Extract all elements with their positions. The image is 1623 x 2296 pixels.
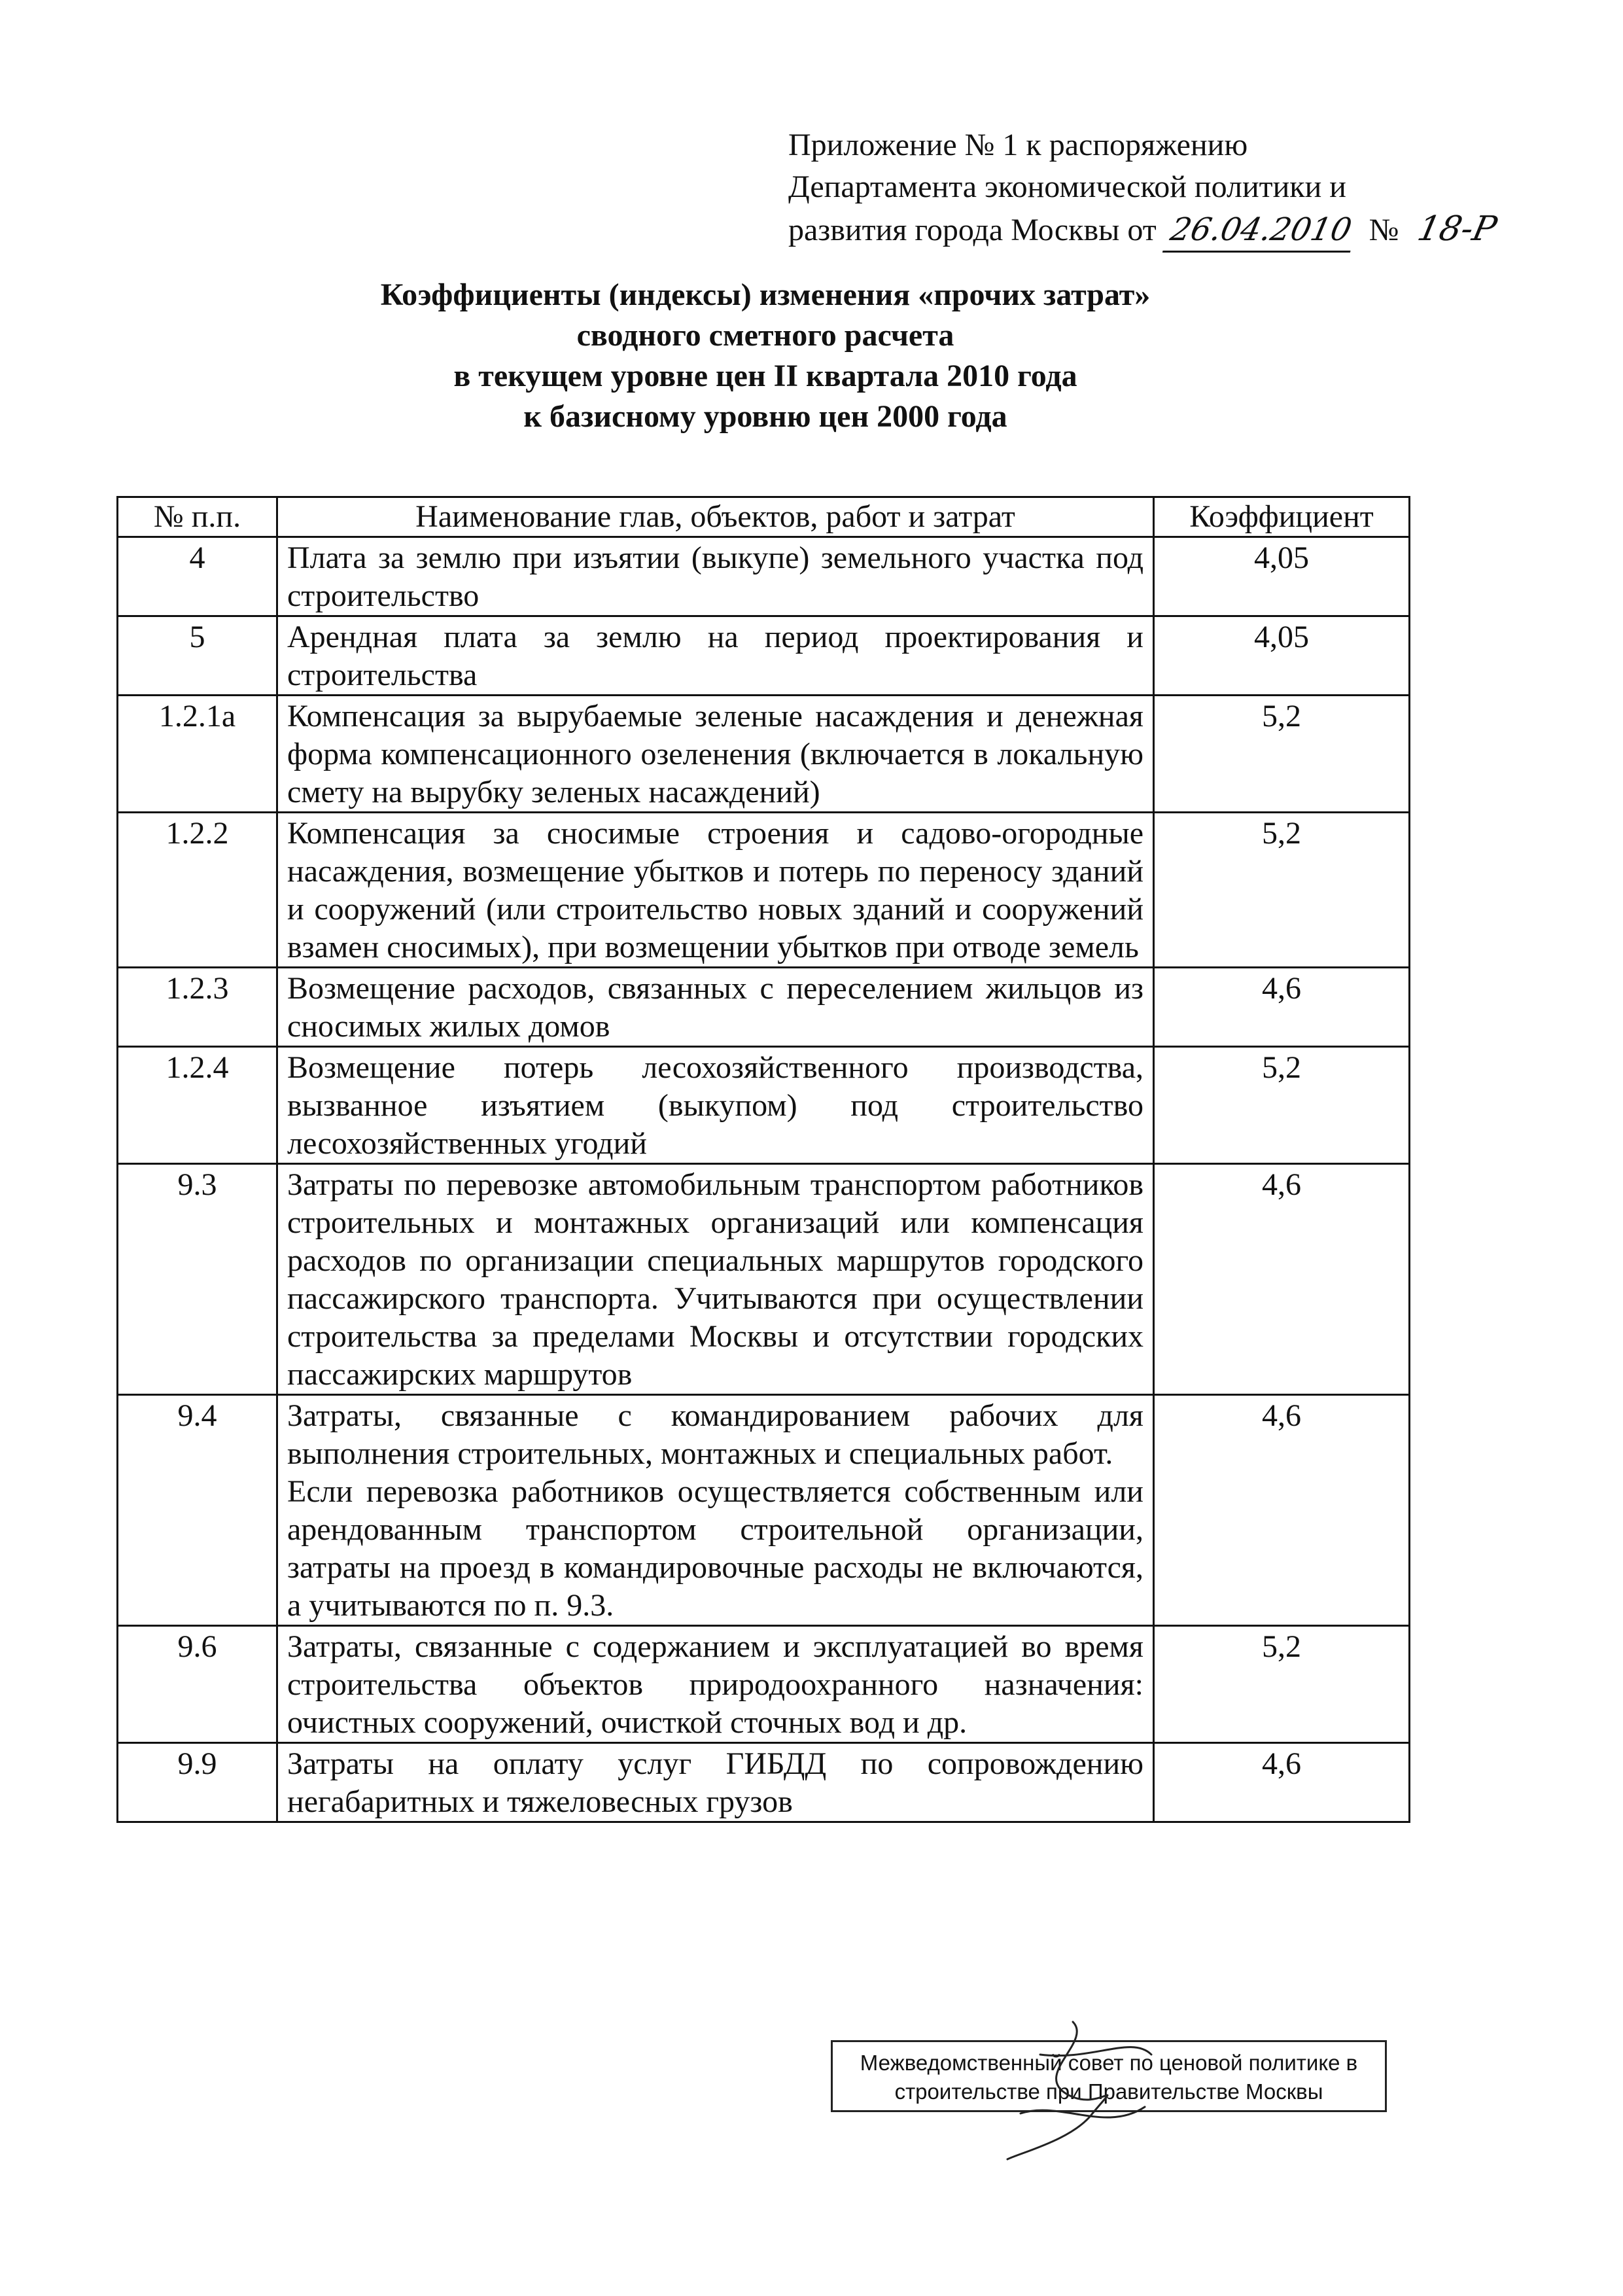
stamp-line-1: Межведомственный совет по ценовой политике в bbox=[860, 2051, 1358, 2075]
row-name: Затраты, связанные с содержанием и эксплуатацией во время строительства объектов природоохранного назначения: очистных сооружений, очисткой сточных вод и др. bbox=[277, 1626, 1154, 1743]
table-row bbox=[118, 696, 1410, 813]
row-name: Плата за землю при изъятии (выкупе) земельного участка под строительство bbox=[277, 537, 1154, 616]
row-name-part-2: Если перевозка работников осуществляется собственным или арендованным транспортом строительной организации, затраты на проезд в командировочные расходы не включаются, а учитываются по п. 9.3. bbox=[287, 1474, 1143, 1623]
annex-line-2: Департамента экономической политики и bbox=[788, 169, 1346, 204]
row-number: 4 bbox=[118, 537, 277, 616]
row-coefficient: 5,2 bbox=[1154, 1626, 1410, 1743]
row-name: Возмещение расходов, связанных с переселением жильцов из сносимых жилых домов bbox=[277, 968, 1154, 1047]
annex-line-3-prefix: развития города Москвы от bbox=[788, 213, 1157, 247]
council-stamp bbox=[831, 2040, 1387, 2112]
row-number: 1.2.1а bbox=[118, 696, 277, 813]
handwritten-number: 18-Р bbox=[1414, 209, 1501, 249]
table-row bbox=[118, 1047, 1410, 1164]
stamp-line-2: строительстве при Правительстве Москвы bbox=[894, 2079, 1323, 2104]
row-number: 9.3 bbox=[118, 1164, 277, 1395]
row-number: 1.2.4 bbox=[118, 1047, 277, 1164]
header-number: № п.п. bbox=[118, 497, 277, 537]
row-coefficient: 4,05 bbox=[1154, 537, 1410, 616]
annex-header bbox=[788, 124, 1541, 253]
table-row bbox=[118, 813, 1410, 968]
table-row bbox=[118, 616, 1410, 696]
row-name: Возмещение потерь лесохозяйственного производства, вызванное изъятием (выкупом) под строительство лесохозяйственных угодий bbox=[277, 1047, 1154, 1164]
document-title bbox=[0, 275, 1531, 437]
row-coefficient: 5,2 bbox=[1154, 1047, 1410, 1164]
row-name: Затраты по перевозке автомобильным транспортом работников строительных и монтажных организаций или компенсация расходов по организации специальных маршрутов городского пассажирского транспорта. Учитываются при осуществлении строительства за пределами Москвы и отсутствии городских пассажирских маршрутов bbox=[277, 1164, 1154, 1395]
title-line-1: Коэффициенты (индексы) изменения «прочих затрат» bbox=[380, 277, 1151, 312]
row-coefficient: 4,6 bbox=[1154, 1395, 1410, 1626]
table-row bbox=[118, 537, 1410, 616]
table-row bbox=[118, 968, 1410, 1047]
title-line-2: сводного сметного расчета bbox=[576, 318, 954, 353]
row-name: Арендная плата за землю на период проектирования и строительства bbox=[277, 616, 1154, 696]
row-number: 5 bbox=[118, 616, 277, 696]
header-name: Наименование глав, объектов, работ и затрат bbox=[277, 497, 1154, 537]
coefficients-table bbox=[116, 496, 1410, 1823]
row-coefficient: 5,2 bbox=[1154, 813, 1410, 968]
row-name: Затраты на оплату услуг ГИБДД по сопровождению негабаритных и тяжеловесных грузов bbox=[277, 1743, 1154, 1822]
row-number: 9.6 bbox=[118, 1626, 277, 1743]
row-number: 9.9 bbox=[118, 1743, 277, 1822]
row-number: 1.2.2 bbox=[118, 813, 277, 968]
row-coefficient: 4,05 bbox=[1154, 616, 1410, 696]
row-name: Компенсация за сносимые строения и садово-огородные насаждения, возмещение убытков и потерь по переносу зданий и сооружений (или строительство новых зданий и сооружений взамен сносимых), при возмещении убытков при отводе земель bbox=[277, 813, 1154, 968]
row-coefficient: 4,6 bbox=[1154, 1164, 1410, 1395]
annex-line-3 bbox=[788, 208, 1541, 253]
title-line-4: к базисному уровню цен 2000 года bbox=[523, 399, 1007, 434]
header-coefficient: Коэффициент bbox=[1154, 497, 1410, 537]
row-number: 9.4 bbox=[118, 1395, 277, 1626]
row-name: Компенсация за вырубаемые зеленые насаждения и денежная форма компенсационного озеленения (включается в локальную смету на вырубку зеленых насаждений) bbox=[277, 696, 1154, 813]
table-row bbox=[118, 1626, 1410, 1743]
table-row bbox=[118, 1395, 1410, 1626]
row-number: 1.2.3 bbox=[118, 968, 277, 1047]
table-row bbox=[118, 1164, 1410, 1395]
table-header-row bbox=[118, 497, 1410, 537]
row-name-part-1: Затраты, связанные с командированием рабочих для выполнения строительных, монтажных и специальных работ. bbox=[287, 1398, 1143, 1471]
row-coefficient: 4,6 bbox=[1154, 968, 1410, 1047]
title-line-3: в текущем уровне цен II квартала 2010 года bbox=[453, 359, 1077, 393]
annex-line-1: Приложение № 1 к распоряжению bbox=[788, 128, 1248, 162]
row-coefficient: 5,2 bbox=[1154, 696, 1410, 813]
row-coefficient: 4,6 bbox=[1154, 1743, 1410, 1822]
number-sign: № bbox=[1369, 213, 1399, 247]
row-name bbox=[277, 1395, 1154, 1626]
handwritten-date: 26.04.2010 bbox=[1162, 209, 1359, 253]
table-row bbox=[118, 1743, 1410, 1822]
